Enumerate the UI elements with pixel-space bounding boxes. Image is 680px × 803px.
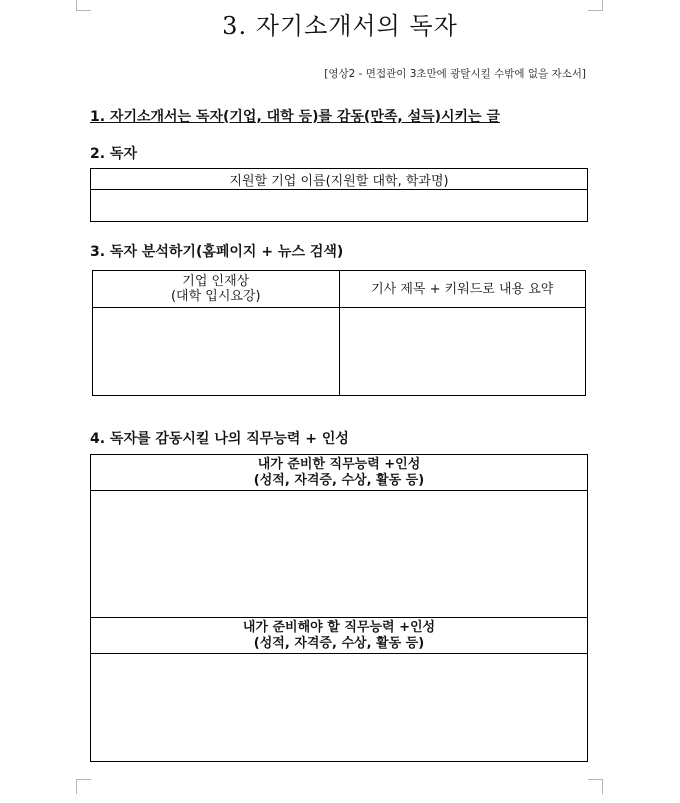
- reader-table: [90, 168, 588, 222]
- prepared-competency-cell[interactable]: [91, 491, 588, 618]
- talent-profile-header: [93, 271, 340, 308]
- source-note: [영상2 - 면접관이 3초만에 광탈시킬 수밖에 없을 자소서]: [324, 68, 586, 80]
- document-title: 3. 자기소개서의 독자: [222, 12, 458, 40]
- needed-competency-cell[interactable]: [91, 654, 588, 762]
- needed-competency-header: [91, 618, 588, 654]
- prepared-competency-header-line1: 내가 준비한 직무능력 +인성: [257, 456, 421, 472]
- section-4-heading: 4. 독자를 감동시킬 나의 직무능력 + 인성: [90, 431, 349, 447]
- needed-competency-header-line2: (성적, 자격증, 수상, 활동 등): [253, 635, 425, 651]
- page-corner-mark: [76, 779, 91, 794]
- reader-analysis-table: [92, 270, 586, 396]
- talent-profile-header-line2: (대학 입시요강): [170, 289, 261, 304]
- section-1-heading: 1. 자기소개서는 독자(기업, 대학 등)를 감동(만족, 설득)시키는 글: [90, 109, 500, 125]
- reader-table-header: 지원할 기업 이름(지원할 대학, 학과명): [91, 169, 588, 190]
- section-2-heading: 2. 독자: [90, 146, 137, 162]
- page-corner-mark: [588, 779, 603, 794]
- needed-competency-header-line1: 내가 준비해야 할 직무능력 +인성: [242, 619, 436, 635]
- competency-table: [90, 454, 588, 762]
- talent-profile-header-line1: 기업 인재상: [182, 274, 250, 289]
- prepared-competency-header: [91, 455, 588, 491]
- article-summary-header: 기사 제목 + 키워드로 내용 요약: [339, 271, 586, 308]
- talent-profile-cell[interactable]: [93, 308, 340, 396]
- reader-name-cell[interactable]: [91, 190, 588, 222]
- prepared-competency-header-line2: (성적, 자격증, 수상, 활동 등): [253, 472, 425, 488]
- article-summary-cell[interactable]: [339, 308, 586, 396]
- section-3-heading: 3. 독자 분석하기(홈페이지 + 뉴스 검색): [90, 244, 344, 260]
